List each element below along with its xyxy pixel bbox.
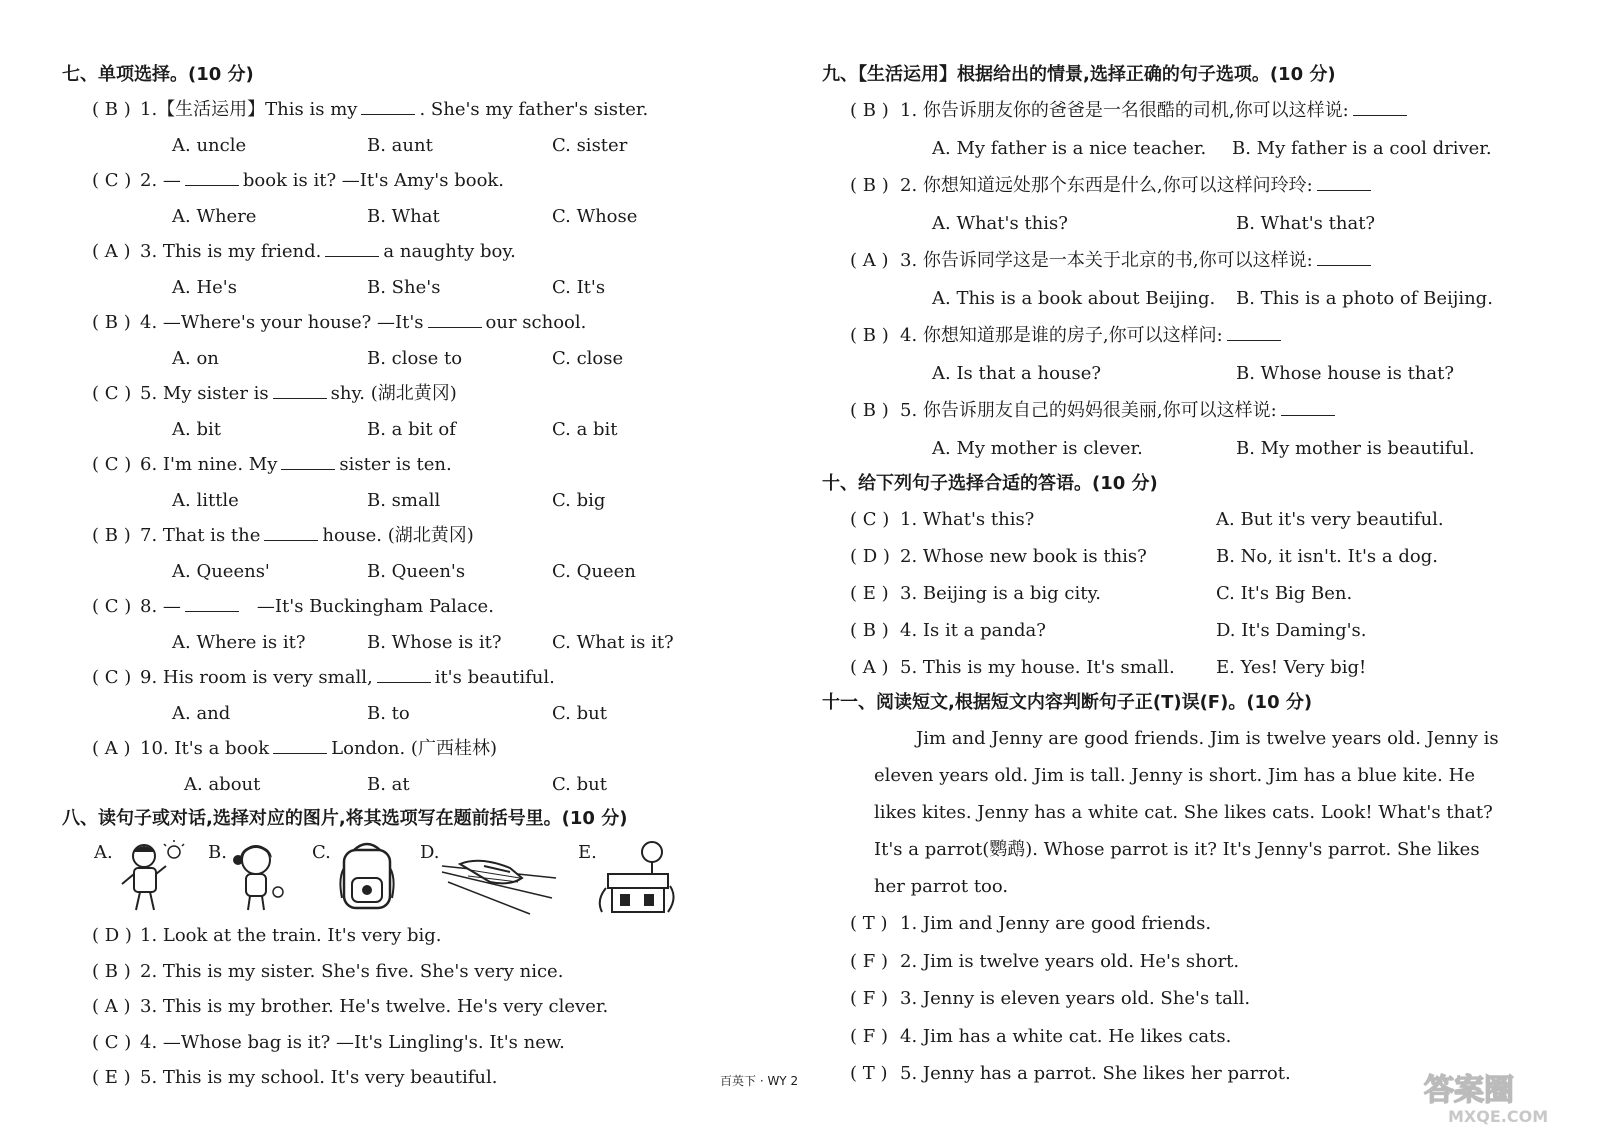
question-text: 2. This is my sister. She's five. She's very nice. xyxy=(140,960,564,982)
option-a: A. uncle xyxy=(172,134,247,156)
girl-icon xyxy=(226,838,296,916)
answer-bracket: ( B ) xyxy=(92,312,131,333)
question-text: 1. 你告诉朋友你的爸爸是一名很酷的司机,你可以这样说: xyxy=(900,100,1349,121)
question-text-rest: sister is ten. xyxy=(339,454,452,475)
answer-blank xyxy=(185,595,239,612)
match-question: 1. What's this? xyxy=(900,509,1035,530)
scenario-options-4 xyxy=(822,355,1522,393)
svg-text:答案圈: 答案圈 xyxy=(1424,1073,1514,1108)
option-b: B. What xyxy=(367,205,440,227)
match-reply: B. No, it isn't. It's a dog. xyxy=(1216,546,1438,567)
answer-bracket: ( F ) xyxy=(850,988,888,1009)
answer-bracket: ( B ) xyxy=(92,525,131,546)
section-10-title: 十、给下列句子选择合适的答语。(10 分) xyxy=(822,473,1158,494)
scenario-options-5 xyxy=(822,430,1522,468)
option-a: A. Where is it? xyxy=(172,631,306,653)
answer-bracket: ( A ) xyxy=(92,738,131,759)
option-b: B. aunt xyxy=(367,134,433,156)
answer-blank xyxy=(264,524,318,541)
match-question: 5. This is my house. It's small. xyxy=(900,657,1175,678)
option-c: C. What is it? xyxy=(552,631,674,653)
match-item-5 xyxy=(822,649,1522,686)
scenario-question-2 xyxy=(822,167,1522,205)
scenario-options-1 xyxy=(822,130,1522,168)
option-a: A. and xyxy=(172,702,231,724)
question-7-6 xyxy=(62,447,722,483)
statement-text: 5. Jenny has a parrot. She likes her parrot. xyxy=(900,1063,1291,1084)
answer-blank xyxy=(281,453,335,470)
question-text: 5. 你告诉朋友自己的妈妈很美丽,你可以这样说: xyxy=(900,400,1277,421)
question-text: 4. —Where's your house? —It's xyxy=(140,312,424,333)
scenario-question-5 xyxy=(822,392,1522,430)
option-a: A. bit xyxy=(172,418,221,440)
page-footer: 百英下 · WY 2 xyxy=(720,1074,799,1088)
answer-blank xyxy=(273,737,327,754)
answer-bracket: ( B ) xyxy=(850,175,889,196)
option-b: B. This is a photo of Beijing. xyxy=(1236,287,1493,309)
options-7-6 xyxy=(62,483,722,519)
question-7-7 xyxy=(62,518,722,554)
answer-bracket: ( C ) xyxy=(92,1031,132,1053)
answer-blank xyxy=(1317,249,1371,266)
answer-blank xyxy=(428,311,482,328)
question-text-rest: a naughty boy. xyxy=(383,241,516,262)
match-item-1 xyxy=(822,501,1522,538)
question-text-rest: our school. xyxy=(485,312,587,333)
answer-bracket: ( T ) xyxy=(850,1063,888,1084)
answer-bracket: ( B ) xyxy=(92,99,131,120)
scenario-options-3 xyxy=(822,280,1522,318)
section-8-title: 八、读句子或对话,选择对应的图片,将其选项写在题前括号里。(10 分) xyxy=(62,808,628,829)
option-c: C. Whose xyxy=(552,205,638,227)
question-text: 3. This is my friend. xyxy=(140,241,322,262)
picture-question-5 xyxy=(62,1060,722,1096)
answer-blank xyxy=(185,169,239,186)
question-text: 7. That is the xyxy=(140,525,261,546)
answer-blank xyxy=(325,240,379,257)
option-a: A. Where xyxy=(172,205,257,227)
answer-bracket: ( E ) xyxy=(92,1067,131,1088)
option-b: B. Whose is it? xyxy=(367,631,502,653)
option-b: B. at xyxy=(367,773,410,795)
question-text: 1. Look at the train. It's very big. xyxy=(140,925,442,946)
answer-bracket: ( B ) xyxy=(850,620,889,641)
option-a: A. What's this? xyxy=(932,212,1068,234)
option-a: A. My mother is clever. xyxy=(932,437,1143,459)
question-text-rest: it's beautiful. xyxy=(434,667,555,688)
answer-bracket: ( B ) xyxy=(850,400,889,421)
answer-bracket: ( C ) xyxy=(92,383,132,404)
question-text: 1.【生活运用】This is my xyxy=(140,99,358,120)
question-text: 2. 你想知道远处那个东西是什么,你可以这样问玲玲: xyxy=(900,175,1313,196)
answer-bracket: ( A ) xyxy=(850,657,889,678)
scenario-question-1 xyxy=(822,92,1522,130)
question-7-5 xyxy=(62,376,722,412)
picture-question-4 xyxy=(62,1025,722,1061)
answer-bracket: ( B ) xyxy=(850,100,889,121)
answer-bracket: ( A ) xyxy=(92,996,131,1017)
question-text: 8. — xyxy=(140,596,181,617)
question-text: 10. It's a book xyxy=(140,738,270,759)
match-item-2 xyxy=(822,538,1522,575)
options-7-4 xyxy=(62,341,722,377)
option-a: A. My father is a nice teacher. xyxy=(932,137,1207,159)
question-7-1 xyxy=(62,92,722,128)
true-false-3 xyxy=(822,980,1522,1018)
answer-blank xyxy=(1353,99,1407,116)
options-7-3 xyxy=(62,270,722,306)
answer-blank xyxy=(361,98,415,115)
answer-bracket: ( C ) xyxy=(92,667,132,688)
question-7-3 xyxy=(62,234,722,270)
backpack-icon xyxy=(332,838,402,916)
picture-label-b: B. xyxy=(208,842,227,863)
answer-bracket: ( B ) xyxy=(92,960,131,982)
match-reply: E. Yes! Very big! xyxy=(1216,657,1367,678)
answer-bracket: ( C ) xyxy=(850,509,890,530)
match-reply: C. It's Big Ben. xyxy=(1216,583,1353,604)
option-c: C. It's xyxy=(552,276,606,298)
option-c: C. big xyxy=(552,489,606,511)
match-question: 3. Beijing is a big city. xyxy=(900,583,1101,604)
watermark-icon xyxy=(1410,1070,1586,1126)
option-c: C. sister xyxy=(552,134,628,156)
answer-blank xyxy=(1227,324,1281,341)
match-reply: D. It's Daming's. xyxy=(1216,620,1367,641)
option-b: B. Queen's xyxy=(367,560,466,582)
watermark-logo xyxy=(1410,1070,1586,1126)
boy-thinking-icon xyxy=(114,838,186,916)
scenario-options-2 xyxy=(822,205,1522,243)
options-7-2 xyxy=(62,199,722,235)
option-b: B. My mother is beautiful. xyxy=(1236,437,1475,459)
statement-text: 4. Jim has a white cat. He likes cats. xyxy=(900,1025,1232,1047)
options-7-5 xyxy=(62,412,722,448)
options-7-1 xyxy=(62,128,722,164)
answer-bracket: ( F ) xyxy=(850,950,888,972)
answer-blank xyxy=(377,666,431,683)
picture-question-3 xyxy=(62,989,722,1025)
option-a: A. He's xyxy=(172,276,237,298)
option-b: B. to xyxy=(367,702,410,724)
train-icon xyxy=(440,838,558,916)
options-7-10 xyxy=(62,767,722,803)
option-a: A. about xyxy=(184,773,261,795)
match-item-3 xyxy=(822,575,1522,612)
option-c: C. Queen xyxy=(552,560,636,582)
true-false-2 xyxy=(822,943,1522,981)
option-b: B. My father is a cool driver. xyxy=(1232,137,1492,159)
options-7-9 xyxy=(62,696,722,732)
question-text: 3. This is my brother. He's twelve. He's very clever. xyxy=(140,996,609,1017)
statement-text: 2. Jim is twelve years old. He's short. xyxy=(900,950,1240,972)
picture-label-c: C. xyxy=(312,842,331,863)
answer-bracket: ( C ) xyxy=(92,170,132,191)
options-7-8 xyxy=(62,625,722,661)
question-text: 4. —Whose bag is it? —It's Lingling's. It's new. xyxy=(140,1031,565,1053)
question-text-rest: . She's my father's sister. xyxy=(419,99,649,120)
question-text: 2. — xyxy=(140,170,181,191)
option-c: C. close xyxy=(552,347,624,369)
answer-blank xyxy=(1281,399,1335,416)
picture-label-a: A. xyxy=(94,842,113,863)
answer-bracket: ( T ) xyxy=(850,913,888,934)
answer-bracket: ( C ) xyxy=(92,596,132,617)
reading-passage: Jim and Jenny are good friends. Jim is twelve years old. Jenny is eleven years old. Jim is tall. Jenny is short. Jim has a blue kite. He likes kites. Jenny has a white cat. She likes cats. Look! What's that? It's a parrot(鹦鹉). Whose parrot is it? It's Jenny's parrot. She likes her parrot too. xyxy=(874,728,1499,897)
question-text: 4. 你想知道那是谁的房子,你可以这样问: xyxy=(900,325,1223,346)
picture-question-1 xyxy=(62,918,722,954)
match-question: 4. Is it a panda? xyxy=(900,620,1046,641)
answer-blank xyxy=(273,382,327,399)
option-b: B. She's xyxy=(367,276,441,298)
option-a: A. on xyxy=(172,347,219,369)
question-7-9 xyxy=(62,660,722,696)
question-7-2 xyxy=(62,163,722,199)
school-building-icon xyxy=(598,838,682,916)
question-text: 6. I'm nine. My xyxy=(140,454,278,475)
left-column xyxy=(62,58,722,1096)
option-b: B. a bit of xyxy=(367,418,456,440)
right-column xyxy=(822,58,1522,1093)
match-item-4 xyxy=(822,612,1522,649)
option-b: B. What's that? xyxy=(1236,212,1376,234)
option-b: B. small xyxy=(367,489,441,511)
option-b: B. Whose house is that? xyxy=(1236,362,1455,384)
picture-question-2 xyxy=(62,954,722,990)
picture-label-e: E. xyxy=(578,842,597,863)
question-text-rest: house. (湖北黄冈) xyxy=(322,525,474,546)
svg-text:MXQE.COM: MXQE.COM xyxy=(1448,1107,1549,1126)
question-text-rest: —It's Buckingham Palace. xyxy=(256,596,494,617)
scenario-question-3 xyxy=(822,242,1522,280)
question-text: 3. 你告诉同学这是一本关于北京的书,你可以这样说: xyxy=(900,250,1313,271)
answer-bracket: ( A ) xyxy=(92,241,131,262)
option-a: A. This is a book about Beijing. xyxy=(932,287,1216,309)
question-text: 9. His room is very small, xyxy=(140,667,373,688)
question-7-10 xyxy=(62,731,722,767)
answer-bracket: ( D ) xyxy=(92,925,132,946)
option-c: C. a bit xyxy=(552,418,618,440)
answer-bracket: ( D ) xyxy=(850,546,890,567)
true-false-1 xyxy=(822,905,1522,943)
answer-bracket: ( B ) xyxy=(850,325,889,346)
answer-bracket: ( F ) xyxy=(850,1025,888,1047)
section-7-title: 七、单项选择。(10 分) xyxy=(62,64,254,85)
option-a: A. Queens' xyxy=(172,560,270,582)
scenario-question-4 xyxy=(822,317,1522,355)
options-7-7 xyxy=(62,554,722,590)
option-a: A. little xyxy=(172,489,239,511)
answer-bracket: ( E ) xyxy=(850,583,889,604)
answer-bracket: ( A ) xyxy=(850,250,889,271)
picture-row xyxy=(62,836,722,918)
match-reply: A. But it's very beautiful. xyxy=(1216,509,1444,530)
question-text-rest: London. (广西桂林) xyxy=(331,738,497,759)
option-c: C. but xyxy=(552,702,607,724)
question-text: 5. My sister is xyxy=(140,383,269,404)
option-c: C. but xyxy=(552,773,607,795)
section-11-title: 十一、阅读短文,根据短文内容判断句子正(T)误(F)。(10 分) xyxy=(822,692,1313,713)
question-text-rest: book is it? —It's Amy's book. xyxy=(242,170,505,191)
answer-blank xyxy=(1317,174,1371,191)
question-text-rest: shy. (湖北黄冈) xyxy=(330,383,457,404)
question-7-4 xyxy=(62,305,722,341)
answer-bracket: ( C ) xyxy=(92,454,132,475)
question-text: 5. This is my school. It's very beautiful. xyxy=(140,1067,498,1088)
statement-text: 1. Jim and Jenny are good friends. xyxy=(900,913,1212,934)
question-7-8 xyxy=(62,589,722,625)
option-b: B. close to xyxy=(367,347,463,369)
option-a: A. Is that a house? xyxy=(932,362,1102,384)
match-question: 2. Whose new book is this? xyxy=(900,546,1147,567)
section-9-title: 九、【生活运用】根据给出的情景,选择正确的句子选项。(10 分) xyxy=(822,64,1336,85)
true-false-4 xyxy=(822,1018,1522,1056)
picture-label-d: D. xyxy=(420,842,440,863)
statement-text: 3. Jenny is eleven years old. She's tall. xyxy=(900,988,1251,1009)
